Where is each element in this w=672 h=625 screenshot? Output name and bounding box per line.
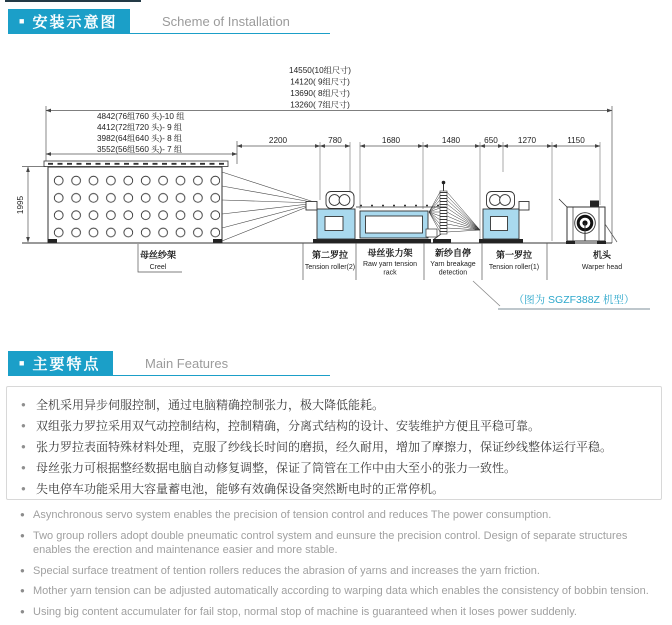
tension-roller-1-drawing [479,192,529,244]
installation-scheme-diagram [0,52,672,324]
features-zh-box [6,386,662,500]
dot-bullet-icon: ● [21,463,26,472]
label-warper-en: Warper head [581,264,623,271]
dot-bullet-icon: ● [21,442,26,451]
dot-bullet-icon: ● [20,565,25,575]
feature-en-item [20,508,656,523]
section-installation-title-zh: 安装示意图 [32,13,118,31]
label-roller2-en: Tension roller(2) [304,264,356,271]
label-roller1-zh: 第一罗拉 [495,250,533,260]
label-rack-zh: 母丝张力架 [367,248,413,258]
features-en-list [20,508,656,625]
section-installation-title-band [8,9,130,33]
label-creel-en: Creel [149,264,167,271]
label-creel-zh: 母丝纱架 [139,250,177,260]
dot-bullet-icon: ● [21,484,26,493]
feature-zh-text: 母丝张力可根据整经数据电脑自动修复调整，保证了筒管在工作中由大至小的张力一致性。 [36,461,517,475]
dot-bullet-icon: ● [20,586,25,595]
feature-zh-text: 全机采用异步伺服控制，通过电脑精确控制张力，极大降低能耗。 [36,398,385,412]
feature-zh-item [21,479,661,499]
feature-en-item [20,605,656,620]
dim-seg-1480: 1480 [441,136,461,145]
label-rack-en2: rack [383,269,397,277]
dim-group-10: 4842(76组760 头)-10 组 [97,112,185,121]
feature-en-text: Asynchronous servo system enables the precision of tension control and reduces The power consumption. [33,509,552,521]
dim-group-8: 3982(64组640 头)- 8 组 [97,134,183,143]
feature-zh-text: 失电停车功能采用大容量蓄电池，能够有效确保设备突然断电时的正常停机。 [36,482,445,496]
dim-group-9: 4412(72组720 头)- 9 组 [97,123,183,132]
dim-seg-650: 650 [484,136,498,145]
dim-height-1995: 1995 [16,195,25,215]
dim-overall-10: 14550(10组尺寸) [289,66,351,75]
model-note [473,281,650,309]
feature-en-text: Mother yarn tension can be adjusted automatically according to warping data which enables the consistency of bobbin tension. [33,585,649,597]
warper-head-drawing [559,199,617,244]
label-warper-zh: 机头 [592,250,612,260]
feature-en-text: Two group rollers adopt double pneumatic control system and eunsure the precision control. Design of separate structures enables the erection and maintenance easier and more stable. [33,529,628,556]
section-features-title-en: Main Features [145,356,229,371]
dim-seg-1680: 1680 [381,136,401,145]
square-bullet-icon: ■ [19,358,25,368]
dim-group-7: 3552(56组560 头)- 7 组 [97,145,183,154]
dim-seg-1150: 1150 [567,136,585,145]
dot-bullet-icon: ● [21,421,26,430]
dim-overall-7: 13260( 7组尺寸) [290,100,350,110]
feature-zh-item [21,416,661,436]
section-features-title-zh: 主要特点 [32,355,101,373]
label-rack-en1: Raw yarn tension [362,261,418,268]
dim-seg-2200: 2200 [268,136,288,145]
dot-bullet-icon: ● [21,400,26,409]
label-breakage-zh: 新纱自停 [434,248,472,258]
dim-overall-9: 14120( 9组尺寸) [290,77,350,87]
label-breakage-en1: Yarn breakage [430,261,476,268]
feature-en-text: Special surface treatment of tention rollers reduces the abrasion of yarns and increases the yarn friction. [33,564,540,577]
dot-bullet-icon: ● [20,510,25,519]
section-features-underline [8,375,330,376]
feature-zh-text: 张力罗拉表面特殊材料处理，克服了纱线长时间的磨损，经久耐用，增加了摩擦力，保证纱线整体运行平稳。 [36,440,613,454]
section-installation-title-en: Scheme of Installation [162,14,290,29]
yarn-lines [222,172,317,241]
dim-seg-1270: 1270 [517,136,537,145]
creel-drawing [44,161,228,243]
dim-overall-8: 13690( 8组尺寸) [290,89,350,98]
section-installation-underline [8,33,330,34]
feature-en-text: Using big content accumulater for fail stop, normal stop of machine is guaranteed when it loses power suddenly. [33,605,577,618]
feature-zh-text: 双组张力罗拉采用双气动控制结构，控制精确，分离式结构的设计、安装维护方便且平稳可靠。 [36,419,541,433]
feature-zh-item [21,458,661,478]
feature-en-item [20,564,656,579]
feature-en-item [20,529,656,558]
top-accent-bar [5,0,141,2]
label-roller2-zh: 第二罗拉 [311,250,349,260]
feature-zh-item [21,437,661,457]
label-roller1-en: Tension roller(1) [488,264,540,271]
model-note-text: （图为 SGZF388Z 机型） [513,294,635,306]
feature-zh-item [21,395,661,415]
dot-bullet-icon: ● [20,606,25,616]
dot-bullet-icon: ● [20,530,25,540]
section-features-title-band [8,351,113,375]
square-bullet-icon: ■ [19,16,25,26]
tension-rack-drawing [356,206,446,244]
machine-labels [138,243,622,280]
label-breakage-en2: detection [438,269,468,277]
feature-en-item [20,584,656,599]
tension-roller-2-drawing [306,192,359,244]
dim-seg-780: 780 [328,136,342,145]
